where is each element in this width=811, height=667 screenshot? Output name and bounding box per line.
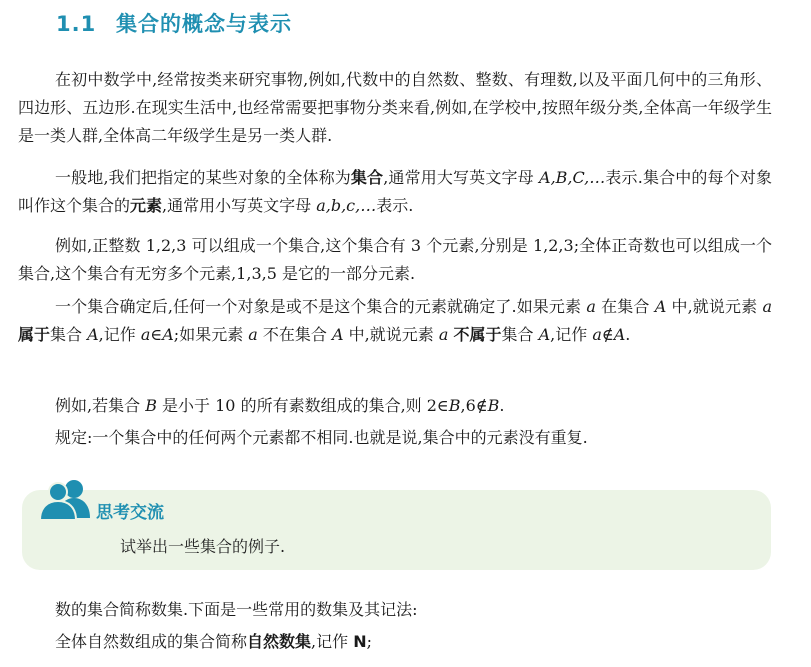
paragraph-number-sets: 数的集合简称数集.下面是一些常用的数集及其记法: bbox=[55, 600, 418, 619]
paragraph-membership: 一个集合确定后,任何一个对象是或不是这个集合的元素就确定了.如果元素 a 在集合 A 中,就说元素 a 属于集合 A,记作 a∈A;如果元素 a 不在集合 A 中,就说元素 a 不属于集合 A,记作 a∉A. bbox=[18, 297, 772, 344]
paragraph-definition: 一般地,我们把指定的某些对象的全体称为集合,通常用大写英文字母 A,B,C,…表示.集合中的每个对象叫作这个集合的元素,通常用小写英文字母 a,b,c,…表示. bbox=[18, 168, 772, 215]
people-icon bbox=[36, 478, 96, 520]
term-natural-numbers: 自然数集 bbox=[247, 632, 312, 651]
paragraph-intro: 在初中数学中,经常按类来研究事物,例如,代数中的自然数、整数、有理数,以及平面几何中的三角形、四边形、五边形.在现实生活中,也经常需要把事物分类来看,例如,在学校中,按照年级分类,全体高一年级学生是一类人群,全体高二年级学生是另一类人群. bbox=[18, 70, 772, 145]
term-element: 元素 bbox=[130, 196, 163, 215]
expr-in: a∈A bbox=[140, 325, 174, 344]
paragraph-example: 例如,正整数 1,2,3 可以组成一个集合,这个集合有 3 个元素,分别是 1,2,3;全体正奇数也可以组成一个集合,这个集合有无穷多个元素,1,3,5 是它的一部分元素. bbox=[18, 236, 772, 283]
expr-notin: a∉A bbox=[592, 325, 626, 344]
paragraph-natural-numbers: 全体自然数组成的集合简称自然数集,记作 N; bbox=[55, 632, 372, 651]
term-not-belongs: 不属于 bbox=[453, 325, 502, 344]
think-discuss-box bbox=[22, 490, 771, 570]
paragraph-rule: 规定:一个集合中的任何两个元素都不相同.也就是说,集合中的元素没有重复. bbox=[55, 428, 588, 447]
think-box-title: 思考交流 bbox=[96, 503, 164, 523]
section-title: 集合的概念与表示 bbox=[116, 12, 292, 36]
symbol-n: N bbox=[353, 632, 367, 651]
section-number: 1.1 bbox=[56, 12, 97, 36]
uppercase-letters: A,B,C,… bbox=[539, 168, 606, 187]
section-heading bbox=[56, 8, 292, 38]
term-set: 集合 bbox=[350, 168, 384, 187]
paragraph-prime-example: 例如,若集合 B 是小于 10 的所有素数组成的集合,则 2∈B,6∉B. bbox=[55, 396, 505, 415]
term-belongs: 属于 bbox=[18, 325, 51, 344]
lowercase-letters: a,b,c,… bbox=[316, 196, 377, 215]
think-box-text: 试举出一些集合的例子. bbox=[120, 537, 286, 556]
